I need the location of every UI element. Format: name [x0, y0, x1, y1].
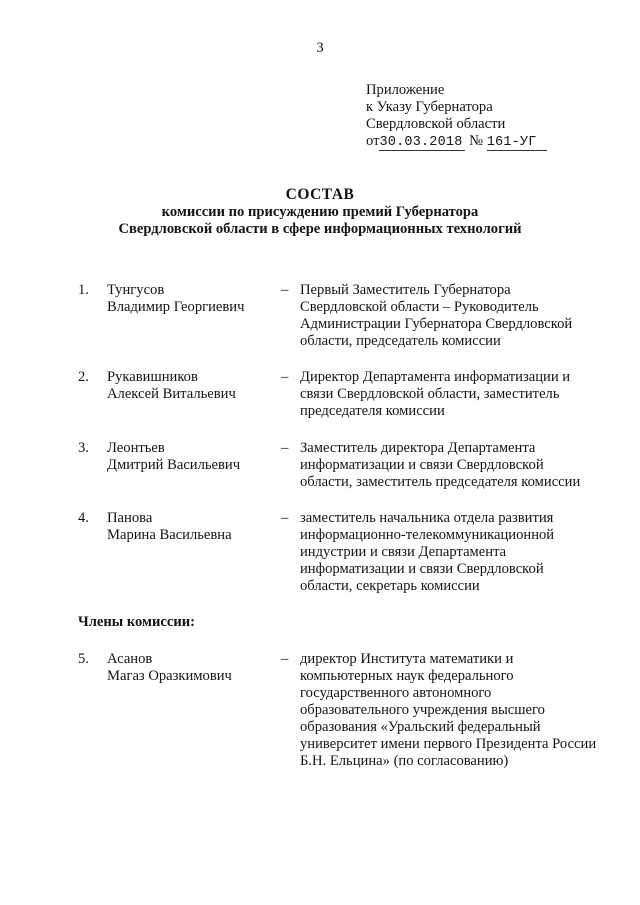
page-number: 3 [316, 40, 324, 56]
title-line: комиссии по присуждению премий Губернатора [161, 204, 479, 220]
member-role [300, 651, 600, 770]
member-surname: Тунгусов [107, 282, 165, 298]
member-role [300, 440, 600, 491]
member-given-names: Марина Васильевна [107, 527, 232, 543]
title-main: СОСТАВ [285, 186, 355, 203]
role-line: университет имени первого Президента России [300, 736, 597, 752]
member-name [107, 440, 240, 474]
member-name [107, 369, 236, 403]
annex-block [366, 82, 547, 151]
member-name [107, 282, 244, 316]
member-dash: – [281, 651, 289, 667]
annex-line: Приложение [366, 82, 445, 98]
member-dash: – [281, 440, 289, 456]
member-surname: Леонтьев [107, 440, 165, 456]
member-dash: – [281, 369, 289, 385]
role-line: Администрации Губернатора Свердловской [300, 316, 573, 332]
role-line: связи Свердловской области, заместитель [300, 386, 560, 402]
role-line: директор Института математики и [300, 651, 514, 667]
order-number-sign: № [469, 133, 484, 149]
document-title [0, 186, 640, 238]
member-dash: – [281, 282, 289, 298]
member-surname: Рукавишников [107, 369, 198, 385]
member-given-names: Алексей Витальевич [107, 386, 236, 402]
role-line: области, председатель комиссии [300, 333, 501, 349]
role-line: заместитель начальника отдела развития [300, 510, 554, 526]
member-given-names: Дмитрий Васильевич [107, 457, 241, 473]
member-number: 4. [78, 510, 89, 526]
annex-line: к Указу Губернатора [366, 99, 493, 115]
member-given-names: Владимир Георгиевич [107, 299, 245, 315]
role-line: области, секретарь комиссии [300, 578, 480, 594]
member-given-names: Магаз Оразкимович [107, 668, 232, 684]
role-line: компьютерных наук федерального [300, 668, 514, 684]
role-line: информатизации и связи Свердловской [300, 561, 544, 577]
member-dash: – [281, 510, 289, 526]
member-surname: Асанов [107, 651, 153, 667]
member-number: 2. [78, 369, 89, 385]
role-line: Свердловской области – Руководитель [300, 299, 539, 315]
order-reference [366, 133, 547, 151]
annex-line: Свердловской области [366, 116, 506, 132]
role-line: Первый Заместитель Губернатора [300, 282, 511, 298]
member-role [300, 510, 600, 595]
role-line: Б.Н. Ельцина» (по согласованию) [300, 753, 509, 769]
role-line: Директор Департамента информатизации и [300, 369, 571, 385]
role-line: Заместитель директора Департамента [300, 440, 536, 456]
member-role [300, 369, 600, 420]
member-name [107, 510, 232, 544]
role-line: председателя комиссии [300, 403, 445, 419]
role-line: информатизации и связи Свердловской [300, 457, 544, 473]
title-line: Свердловской области в сфере информационных технологий [118, 221, 522, 237]
member-surname: Панова [107, 510, 153, 526]
role-line: образовательного учреждения высшего [300, 702, 545, 718]
role-line: образования «Уральский федеральный [300, 719, 541, 735]
order-date: 30.03.2018 [379, 135, 465, 151]
member-number: 3. [78, 440, 89, 456]
member-name [107, 651, 232, 685]
order-prefix: от [366, 133, 380, 149]
member-number: 1. [78, 282, 89, 298]
role-line: индустрии и связи Департамента [300, 544, 507, 560]
member-role [300, 282, 600, 350]
members-section-heading: Члены комиссии: [78, 614, 196, 630]
role-line: информационно-телекоммуникационной [300, 527, 555, 543]
role-line: области, заместитель председателя комиссии [300, 474, 581, 490]
member-number: 5. [78, 651, 89, 667]
order-number: 161-УГ [487, 135, 547, 151]
role-line: государственного автономного [300, 685, 492, 701]
